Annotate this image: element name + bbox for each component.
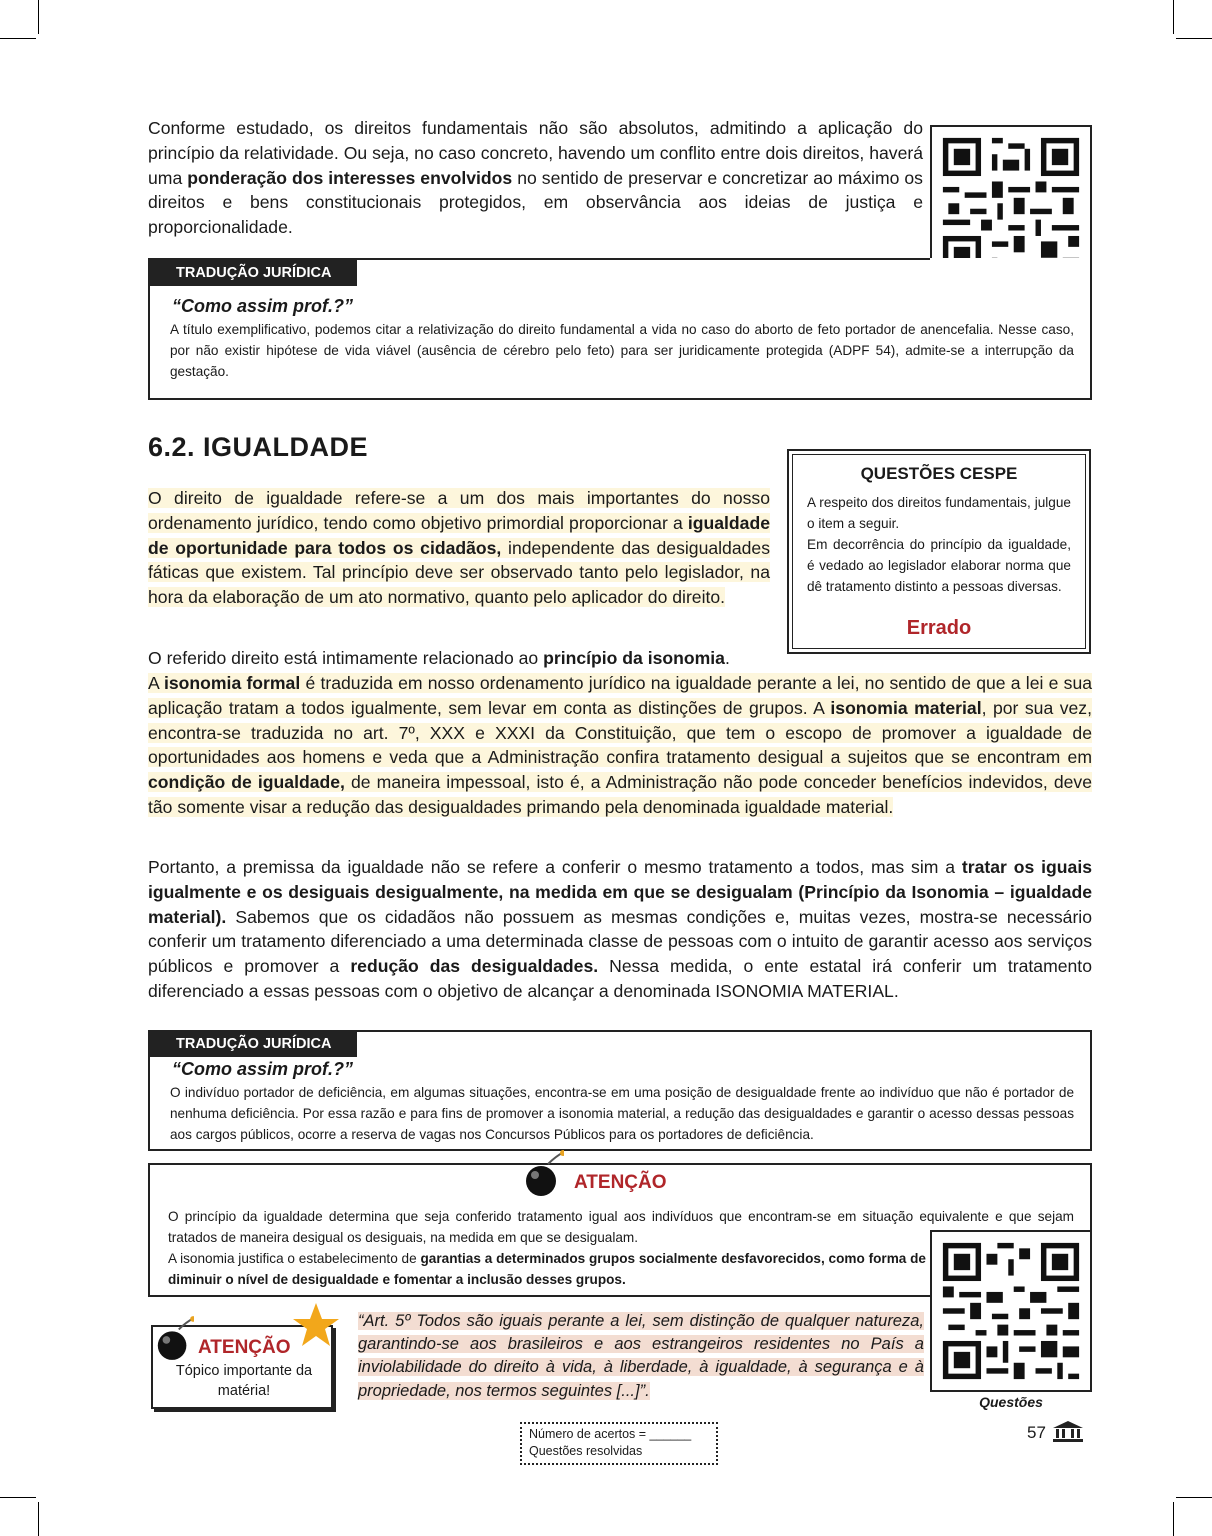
cespe-title: QUESTÕES CESPE — [860, 464, 1018, 483]
crop-mark — [1173, 0, 1174, 34]
bomb-icon — [522, 1150, 564, 1196]
atencao-small-text: Tópico importante da matéria! — [175, 1363, 313, 1399]
atencao-small-title: ATENÇÃO — [198, 1337, 291, 1358]
traducao-tag-2: TRADUÇÃO JURÍDICA — [150, 1031, 357, 1057]
atencao-title: ATENÇÃO — [574, 1172, 667, 1193]
cespe-box — [787, 449, 1091, 654]
traducao-text: A título exemplificativo, podemos citar a relativização do direito fundamental a vida no caso do aborto de feto portador de anencefalia. Nesse caso, por não existir hipótese de vida viável (ausência de cérebro pelo feto) para ser juridicamente protegida (ADPF 54), admite-se a interrupção da gestação. — [170, 322, 1074, 379]
crop-mark — [0, 38, 36, 39]
paragraph-premissa: Portanto, a premissa da igualdade não se refere a conferir o mesmo tratamento a todos, mas sim a tratar os iguais igualmente e os desiguais desigualmente, na medida em que se desigualam (Princípio da Isonomia – igualdade material). Sabemos que os cidadãos não possuem as mesmas condições e, muitas vezes, mostra-se necessário conferir um tratamento diferenciado a uma determinada classe de pessoas com o intuito de garantir acesso aos serviços públicos e promover a redução das desigualdades. Nessa medida, o ente estatal irá conferir um tratamento diferenciado a essas pessoas com o objetivo de alcançar a denominada ISONOMIA MATERIAL. — [148, 857, 1092, 1001]
star-icon — [292, 1302, 340, 1348]
qr-caption: Questões — [979, 1394, 1043, 1410]
section-title: 6.2. IGUALDADE — [148, 432, 369, 462]
paragraph-igualdade: O direito de igualdade refere-se a um dos mais importantes do nosso ordenamento jurídico, tendo como objetivo primordial proporcionar a igualdade de oportunidade para todos os cidadãos, independente das desigualdades fáticas que existem. Tal princípio deve ser observado tanto pelo legislador, na hora da elaboração de um ato normativo, quanto pelo aplicador do direito. — [148, 488, 770, 608]
intro-paragraph: Conforme estudado, os direitos fundamentais não são absolutos, admitindo a aplicação do princípio da relatividade. Ou seja, no caso concreto, havendo um conflito entre dois direitos, haverá uma ponderação dos interesses envolvidos no sentido de preservar e concretizar ao máximo os direitos e bens constitucionais protegidos, em observância aos ideias de justiça e proporcionalidade. — [148, 118, 923, 238]
paragraph-isonomia: O referido direito está intimamente relacionado ao princípio da isonomia. — [148, 648, 730, 668]
paragraph-isonomia-formal: A isonomia formal é traduzida em nosso ordenamento jurídico na igualdade perante a lei, no sentido de que a lei e sua aplicação tratam a todos igualmente, sem levar em conta as distinções de grupos. A isonomia material, por sua vez, encontra-se traduzida no art. 7º, XXX e XXXI da Constituição, que tem o escopo de promover a igualdade de oportunidades aos homens e veda que a Administração confira tratamento desigual a sujeitos que se encontram em condição de igualdade, de maneira impessoal, isto é, a Administração não pode conceder benefícios indevidos, deve tão somente visar a redução das desigualdades primando pela denominada igualdade material. — [148, 673, 1093, 817]
atencao-text-2: A isonomia justifica o estabelecimento de garantias a determinados grupos socialmente desfavorecidos, como forma de diminuir o nível de desigualdade e fomentar a inclusão desses grupos. — [168, 1251, 926, 1287]
atencao-text-1: O princípio da igualdade determina que seja conferido tratamento igual aos indivíduos que encontram-se em situação equivalente e que sejam tratados de maneira desigual os desiguais, na medida em que se desigualam. — [168, 1209, 1074, 1245]
traducao-text-2: O indivíduo portador de deficiência, em algumas situações, encontra-se em uma posição de desigualdade frente ao indivíduo que não é portador de nenhuma deficiência. Por essa razão e para fins de promover a isonomia material, a redução das desigualdades e garantir o acesso dessas pessoas aos cargos públicos, ocorre a reserva de vagas nos Concursos Públicos para os portadores de deficiência. — [170, 1085, 1074, 1142]
page-number: 57 — [1027, 1423, 1046, 1442]
cespe-text-1: A respeito dos direitos fundamentais, julgue o item a seguir. — [807, 495, 1071, 531]
bomb-icon — [154, 1316, 194, 1360]
crop-mark — [38, 1502, 39, 1536]
crop-mark — [1176, 1497, 1212, 1498]
crop-mark — [1173, 1502, 1174, 1536]
traducao-title: “Como assim prof.?” — [172, 296, 354, 316]
crop-mark — [0, 1497, 36, 1498]
traducao-tag: TRADUÇÃO JURÍDICA — [150, 260, 357, 286]
crop-mark — [1176, 38, 1212, 39]
score-box — [520, 1422, 718, 1465]
art5-quote: “Art. 5º Todos são iguais perante a lei, sem distinção de qualquer natureza, garantindo-se aos brasileiros e aos estrangeiros residentes no País a inviolabilidade do direito à vida, à liberdade, à igualdade, à segurança e à propriedade, nos termos seguintes [...]”. — [358, 1312, 924, 1400]
acertos-label: Número de acertos = ______ — [529, 1427, 692, 1441]
resolvidas-label: Questões resolvidas — [529, 1444, 643, 1458]
courthouse-icon — [1052, 1420, 1084, 1442]
crop-mark — [38, 0, 39, 34]
qr-code-2[interactable] — [930, 1230, 1092, 1392]
cespe-text-2: Em decorrência do princípio da igualdade, é vedado ao legislador elaborar norma que dê tratamento distinto a pessoas diversas. — [807, 537, 1071, 594]
cespe-answer: Errado — [906, 617, 972, 639]
traducao-title-2: “Como assim prof.?” — [172, 1059, 354, 1079]
qr-code-icon — [932, 1232, 1090, 1390]
